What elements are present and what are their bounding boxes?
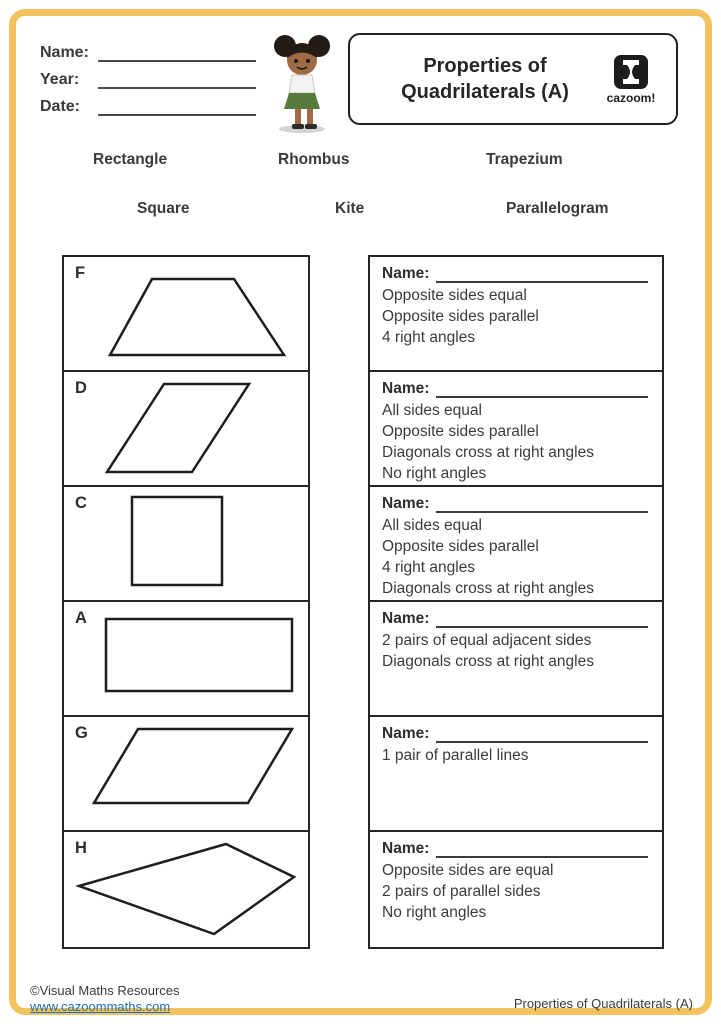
properties-cell-6: [370, 832, 662, 947]
property-line: 2 pairs of equal adjacent sides: [382, 632, 592, 649]
footer-worksheet-title: Properties of Quadrilaterals (A): [513, 996, 693, 1011]
year-blank-line: [98, 72, 256, 89]
name-field-label: Name:: [40, 44, 89, 61]
name-answer-row: [382, 265, 650, 283]
cazoom-logo-icon: [613, 54, 649, 90]
name-answer-row: [382, 840, 650, 858]
word-bank-rhombus: Rhombus: [278, 151, 350, 168]
worksheet-title-line1: Properties of: [423, 55, 547, 77]
property-line: Opposite sides parallel: [382, 538, 539, 555]
name-answer-blank: [436, 498, 648, 513]
name-blank-line: [98, 45, 256, 62]
name-answer-label: Name:: [382, 495, 430, 512]
property-line: All sides equal: [382, 402, 482, 419]
shape-letter-d: D: [75, 379, 87, 397]
cazoom-logo-label: cazoom!: [606, 90, 656, 105]
property-line: 1 pair of parallel lines: [382, 747, 529, 764]
name-answer-label: Name:: [382, 725, 430, 742]
property-line: Diagonals cross at right angles: [382, 580, 594, 597]
property-line: All sides equal: [382, 517, 482, 534]
rhombus-shape: [64, 372, 308, 483]
trapezium-shape: [64, 257, 308, 368]
date-blank-line: [98, 99, 256, 116]
word-bank-trapezium: Trapezium: [486, 151, 563, 168]
shape-letter-g: G: [75, 724, 88, 742]
properties-cell-4: [370, 602, 662, 717]
name-answer-label: Name:: [382, 840, 430, 857]
name-answer-label: Name:: [382, 610, 430, 627]
name-answer-blank: [436, 728, 648, 743]
shape-cell-h: [64, 832, 308, 947]
property-line: Opposite sides parallel: [382, 308, 539, 325]
property-line: Opposite sides are equal: [382, 862, 554, 879]
date-field-label: Date:: [40, 98, 81, 115]
property-line: Diagonals cross at right angles: [382, 653, 594, 670]
properties-cell-1: [370, 257, 662, 372]
shape-cell-c: [64, 487, 308, 602]
word-bank-kite: Kite: [335, 200, 365, 217]
properties-cell-5: [370, 717, 662, 832]
word-bank-square: Square: [137, 200, 190, 217]
kite-shape: [64, 832, 308, 943]
name-answer-row: [382, 610, 650, 628]
properties-cell-2: [370, 372, 662, 487]
square-shape: [64, 487, 308, 598]
worksheet-title-box: [348, 33, 678, 125]
name-answer-blank: [436, 613, 648, 628]
property-line: No right angles: [382, 465, 487, 482]
worksheet-title-line2: Quadrilaterals (A): [401, 81, 569, 103]
shapes-table: [62, 255, 310, 949]
word-bank-rectangle: Rectangle: [93, 151, 168, 168]
name-answer-blank: [436, 268, 648, 283]
property-line: 4 right angles: [382, 559, 476, 576]
rectangle-shape: [64, 602, 308, 713]
shape-cell-a: [64, 602, 308, 717]
cazoom-logo: [598, 54, 664, 105]
shape-letter-a: A: [75, 609, 87, 627]
shape-letter-c: C: [75, 494, 87, 512]
property-line: 4 right angles: [382, 329, 476, 346]
name-answer-row: [382, 495, 650, 513]
properties-table: [368, 255, 664, 949]
shape-cell-d: [64, 372, 308, 487]
parallelogram-shape: [64, 717, 308, 828]
shape-letter-h: H: [75, 839, 87, 857]
property-line: 2 pairs of parallel sides: [382, 883, 541, 900]
name-answer-row: [382, 725, 650, 743]
year-field-label: Year:: [40, 71, 80, 88]
name-answer-row: [382, 380, 650, 398]
cazoom-website-link[interactable]: www.cazoommaths.com: [30, 999, 171, 1014]
shape-cell-f: [64, 257, 308, 372]
properties-cell-3: [370, 487, 662, 602]
worksheet-title: [372, 53, 598, 105]
cartoon-student-icon: [268, 32, 340, 134]
name-answer-blank: [436, 843, 648, 858]
footer-copyright: ©Visual Maths Resources: [30, 983, 180, 998]
property-line: Diagonals cross at right angles: [382, 444, 594, 461]
name-answer-label: Name:: [382, 380, 430, 397]
name-answer-label: Name:: [382, 265, 430, 282]
property-line: Opposite sides equal: [382, 287, 527, 304]
shape-cell-g: [64, 717, 308, 832]
name-answer-blank: [436, 383, 648, 398]
property-line: Opposite sides parallel: [382, 423, 539, 440]
cartoon-student-illustration: [268, 32, 340, 139]
name-field: [40, 44, 256, 62]
property-line: No right angles: [382, 904, 487, 921]
word-bank-parallelogram: Parallelogram: [506, 200, 609, 217]
date-field: [40, 98, 256, 116]
year-field: [40, 71, 256, 89]
shape-letter-f: F: [75, 264, 86, 282]
